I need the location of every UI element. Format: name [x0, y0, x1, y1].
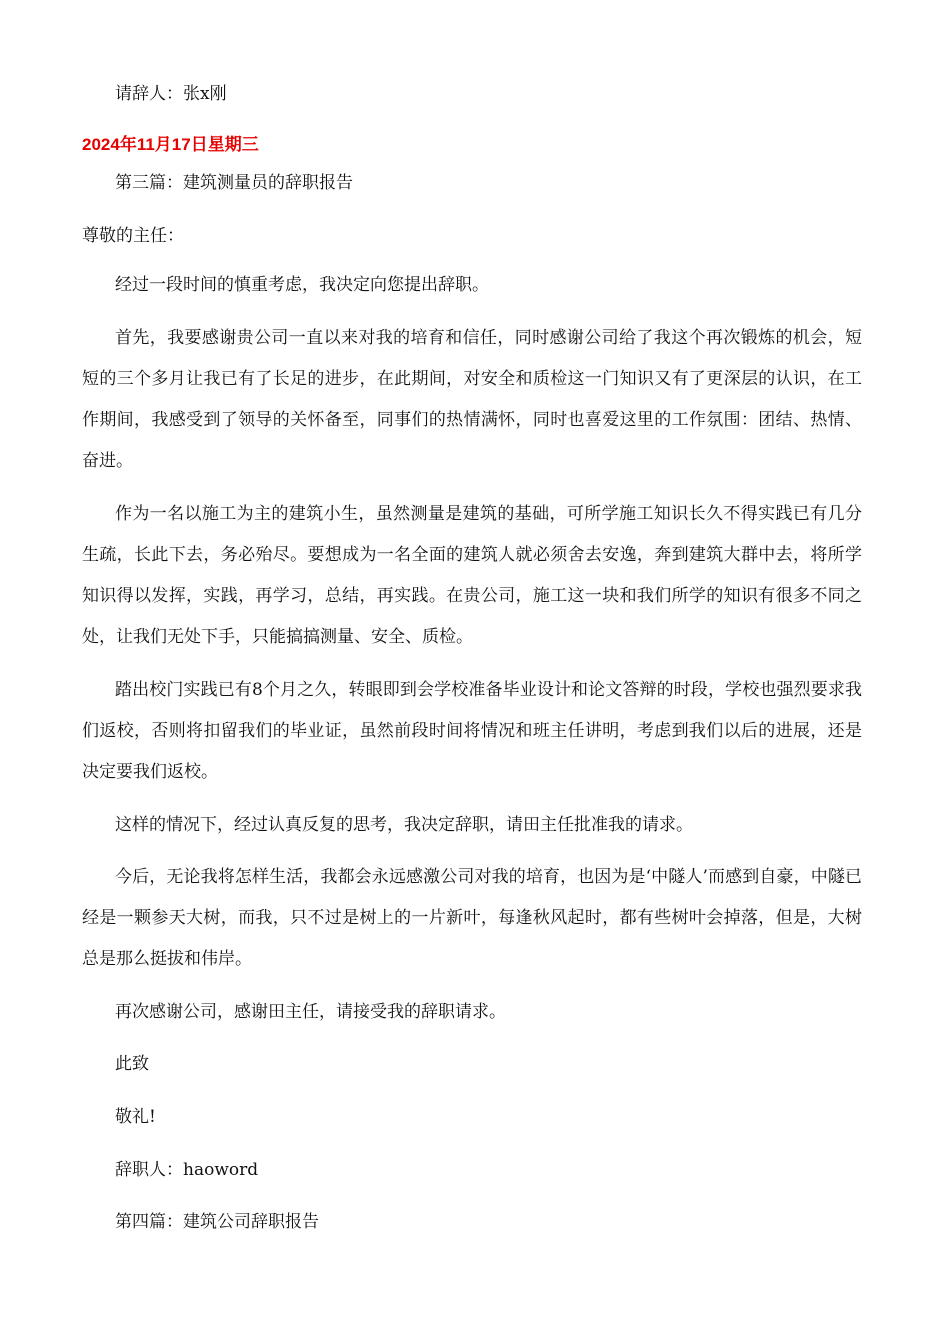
signature-line: 辞职人：haoword: [115, 1160, 259, 1180]
resigner-line: 请辞人：张x刚: [115, 84, 227, 104]
paragraph: 今后，无论我将怎样生活，我都会永远感激公司对我的培育，也因为是‘中隧人’而感到自豪，中隧已经是一颗参天大树，而我，只不过是树上的一片新叶，每逢秋风起时，都有些树叶会掉落，但是，大树总是那么挺拔和伟岸。: [82, 867, 862, 969]
salutation: 尊敬的主任：: [82, 226, 184, 246]
paragraph: 作为一名以施工为主的建筑小生，虽然测量是建筑的基础，可所学施工知识长久不得实践已有几分生疏，长此下去，务必殆尽。要想成为一名全面的建筑人就必须舍去安逸，奔到建筑大群中去，将所学知识得以发挥，实践，再学习，总结，再实践。在贵公司，施工这一块和我们所学的知识有很多不同之处，让我们无处下手，只能搞搞测量、安全、质检。: [82, 504, 862, 647]
paragraph: 经过一段时间的慎重考虑，我决定向您提出辞职。: [115, 275, 489, 295]
section-title: 第三篇：建筑测量员的辞职报告: [115, 173, 353, 193]
paragraph: 再次感谢公司，感谢田主任，请接受我的辞职请求。: [115, 1002, 506, 1022]
closing-greeting: 此致: [115, 1054, 149, 1074]
section-title: 第四篇：建筑公司辞职报告: [115, 1212, 319, 1232]
closing-salute: 敬礼!: [115, 1107, 156, 1127]
paragraph: 踏出校门实践已有8个月之久，转眼即到会学校准备毕业设计和论文答辩的时段，学校也强烈要求我们返校，否则将扣留我们的毕业证，虽然前段时间将情况和班主任讲明，考虑到我们以后的进展，还是决定要我们返校。: [82, 680, 862, 782]
date-heading: 2024年11月17日星期三: [82, 135, 259, 154]
paragraph: 这样的情况下，经过认真反复的思考，我决定辞职，请田主任批准我的请求。: [115, 815, 693, 835]
paragraph: 首先，我要感谢贵公司一直以来对我的培育和信任，同时感谢公司给了我这个再次锻炼的机会，短短的三个多月让我已有了长足的进步，在此期间，对安全和质检这一门知识又有了更深层的认识，在工作期间，我感受到了领导的关怀备至，同事们的热情满怀，同时也喜爱这里的工作氛围：团结、热情、奋进。: [82, 328, 862, 471]
